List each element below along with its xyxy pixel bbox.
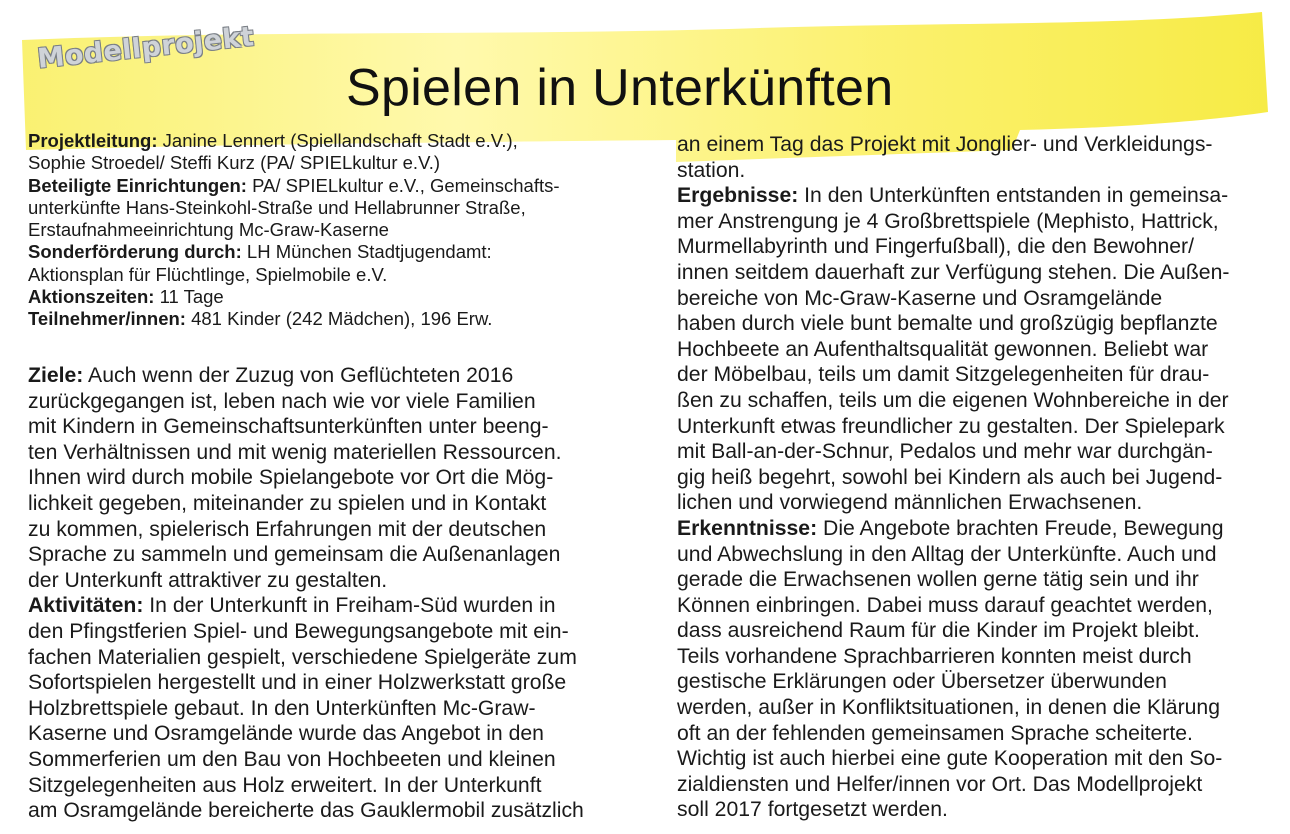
text-line: Die Angebote brachten Freude, Bewegung — [817, 516, 1224, 540]
section-label: Erkenntnisse: — [677, 516, 818, 540]
info-participants — [28, 308, 648, 330]
text-line: zialdiensten und Helfer/innen vor Ort. Das Modellprojekt — [677, 772, 1203, 796]
info-value: PA/ SPIELkultur e.V., Gemeinschafts- — [246, 174, 560, 196]
text-line: Sprache zu sammeln und gemeinsam die Außenanlagen — [28, 543, 561, 567]
text-line: Sofortspielen hergestellt und in einer Holzwerkstatt große — [28, 671, 567, 695]
info-value: 481 Kinder (242 Mädchen), 196 Erw. — [185, 308, 493, 330]
text-line: gig heiß begehrt, sowohl bei Kindern als auch bei Jugend- — [677, 465, 1223, 489]
text-line: mer Anstrengung je 4 Großbrettspiele (Mephisto, Hattrick, — [677, 209, 1219, 233]
info-label: Aktionszeiten: — [28, 286, 155, 308]
text-line: Sitzgelegenheiten aus Holz erweitert. In der Unterkunft — [28, 773, 542, 797]
text-line: Unterkunft etwas freundlicher zu gestalten. Der Spielepark — [677, 414, 1225, 438]
text-line: Wichtig ist auch hierbei eine gute Kooperation mit den So- — [677, 747, 1223, 771]
text-line: haben durch viele bunt bemalte und großzügig bepflanzte — [677, 312, 1218, 336]
text-line: gestische Erklärungen oder Übersetzer überwunden — [677, 670, 1167, 694]
text-line: dass ausreichend Raum für die Kinder im Projekt bleibt. — [677, 619, 1200, 643]
right-column — [677, 132, 1267, 823]
text-line: In der Unterkunft in Freiham-Süd wurden in — [143, 594, 556, 618]
info-value: unterkünfte Hans-Steinkohl-Straße und Hellabrunner Straße, — [28, 196, 526, 218]
text-line: gerade die Erwachsenen wollen gerne tätig sein und ihr — [677, 568, 1199, 592]
text-line: mit Kindern in Gemeinschaftsunterkünften unter beeng- — [28, 415, 549, 439]
text-line: station. — [677, 158, 746, 182]
info-value: Sophie Stroedel/ Steffi Kurz (PA/ SPIELkultur e.V.) — [28, 152, 441, 174]
text-line: Können einbringen. Dabei muss darauf geachtet werden, — [677, 593, 1213, 617]
info-label: Beteiligte Einrichtungen: — [28, 174, 247, 196]
text-line: soll 2017 fortgesetzt werden. — [677, 798, 948, 822]
text-line: am Osramgelände bereicherte das Gauklermobil zusätzlich — [28, 799, 584, 823]
text-line: lichkeit gegeben, miteinander zu spielen und in Kontakt — [28, 491, 547, 515]
text-line: Sommerferien um den Bau von Hochbeeten und kleinen — [28, 747, 556, 771]
info-value: 11 Tage — [154, 286, 224, 308]
text-line: den Pfingstferien Spiel- und Bewegungsangebote mit ein- — [28, 619, 569, 643]
text-line: lichen und vorwiegend männlichen Erwachsenen. — [677, 491, 1143, 515]
text-line: an einem Tag das Projekt mit Jonglier- und Verkleidungs- — [677, 133, 1213, 156]
text-line: Kaserne und Osramgelände wurde das Angebot in den — [28, 722, 544, 746]
text-line: mit Ball-an-der-Schnur, Pedalos und mehr war durchgän- — [677, 440, 1213, 464]
text-line: zurückgegangen ist, leben nach wie vor viele Familien — [28, 389, 536, 413]
text-line: der Möbelbau, teils um damit Sitzgelegenheiten für drau- — [677, 363, 1210, 387]
text-line: oft an der fehlenden gemeinsamen Sprache scheiterte. — [677, 721, 1193, 745]
info-label: Sonderförderung durch: — [28, 241, 242, 263]
text-line: bereiche von Mc-Graw-Kaserne und Osramgelände — [677, 286, 1163, 310]
page-title: Spielen in Unterkünften — [346, 59, 894, 117]
left-column — [28, 363, 654, 824]
section-activities-continued — [677, 132, 1267, 183]
text-line: der Unterkunft attraktiver zu gestalten. — [28, 568, 388, 592]
info-label: Teilnehmer/innen: — [28, 308, 186, 330]
text-line: Hochbeete an Aufenthaltsqualität gewonnen. Beliebt war — [677, 337, 1209, 361]
text-line: werden, außer in Konfliktsituationen, in denen die Klärung — [677, 696, 1220, 720]
info-value: LH München Stadtjugendamt: — [241, 241, 492, 263]
text-line: Murmellabyrinth und Fingerfußball), die den Bewohner/ — [677, 235, 1195, 259]
text-line: Auch wenn der Zuzug von Geflüchteten 2016 — [83, 364, 514, 387]
text-line: In den Unterkünften entstanden in gemeinsa- — [798, 184, 1229, 208]
text-line: und Abwechslung in den Alltag der Unterkünfte. Auch und — [677, 542, 1217, 566]
project-type-tag: Modellprojekt — [36, 21, 256, 75]
info-value: Erstaufnahmeeinrichtung Mc-Graw-Kaserne — [28, 219, 389, 241]
text-line: Ihnen wird durch mobile Spielangebote vor Ort die Mög- — [28, 466, 554, 490]
info-project-lead — [28, 130, 648, 175]
section-label: Aktivitäten: — [28, 594, 144, 618]
info-value: Janine Lennert (Spiellandschaft Stadt e.V.), — [157, 130, 518, 151]
text-line: ßen zu schaffen, teils um die eigenen Wohnbereiche in der — [677, 388, 1229, 412]
info-action-time — [28, 286, 648, 308]
text-line: ten Verhältnissen und mit wenig materiellen Ressourcen. — [28, 440, 562, 464]
info-institutions — [28, 175, 648, 242]
text-line: zu kommen, spielerisch Erfahrungen mit der deutschen — [28, 517, 547, 541]
text-line: Holzbrettspiele gebaut. In den Unterkünften Mc-Graw- — [28, 696, 536, 720]
section-label: Ergebnisse: — [677, 184, 799, 208]
text-line: Teils vorhandene Sprachbarrieren konnten meist durch — [677, 644, 1192, 668]
info-funding — [28, 241, 648, 286]
section-findings — [677, 516, 1267, 823]
section-label: Ziele: — [28, 364, 84, 387]
project-info — [28, 130, 648, 331]
text-line: innen seitdem dauerhaft zur Verfügung stehen. Die Außen- — [677, 260, 1230, 284]
info-value: Aktionsplan für Flüchtlinge, Spielmobile e.V. — [28, 263, 388, 285]
section-activities — [28, 593, 654, 823]
text-line: fachen Materialien gespielt, verschiedene Spielgeräte zum — [28, 645, 577, 669]
info-label: Projektleitung: — [28, 130, 158, 151]
section-results — [677, 183, 1267, 516]
section-goals — [28, 363, 654, 593]
